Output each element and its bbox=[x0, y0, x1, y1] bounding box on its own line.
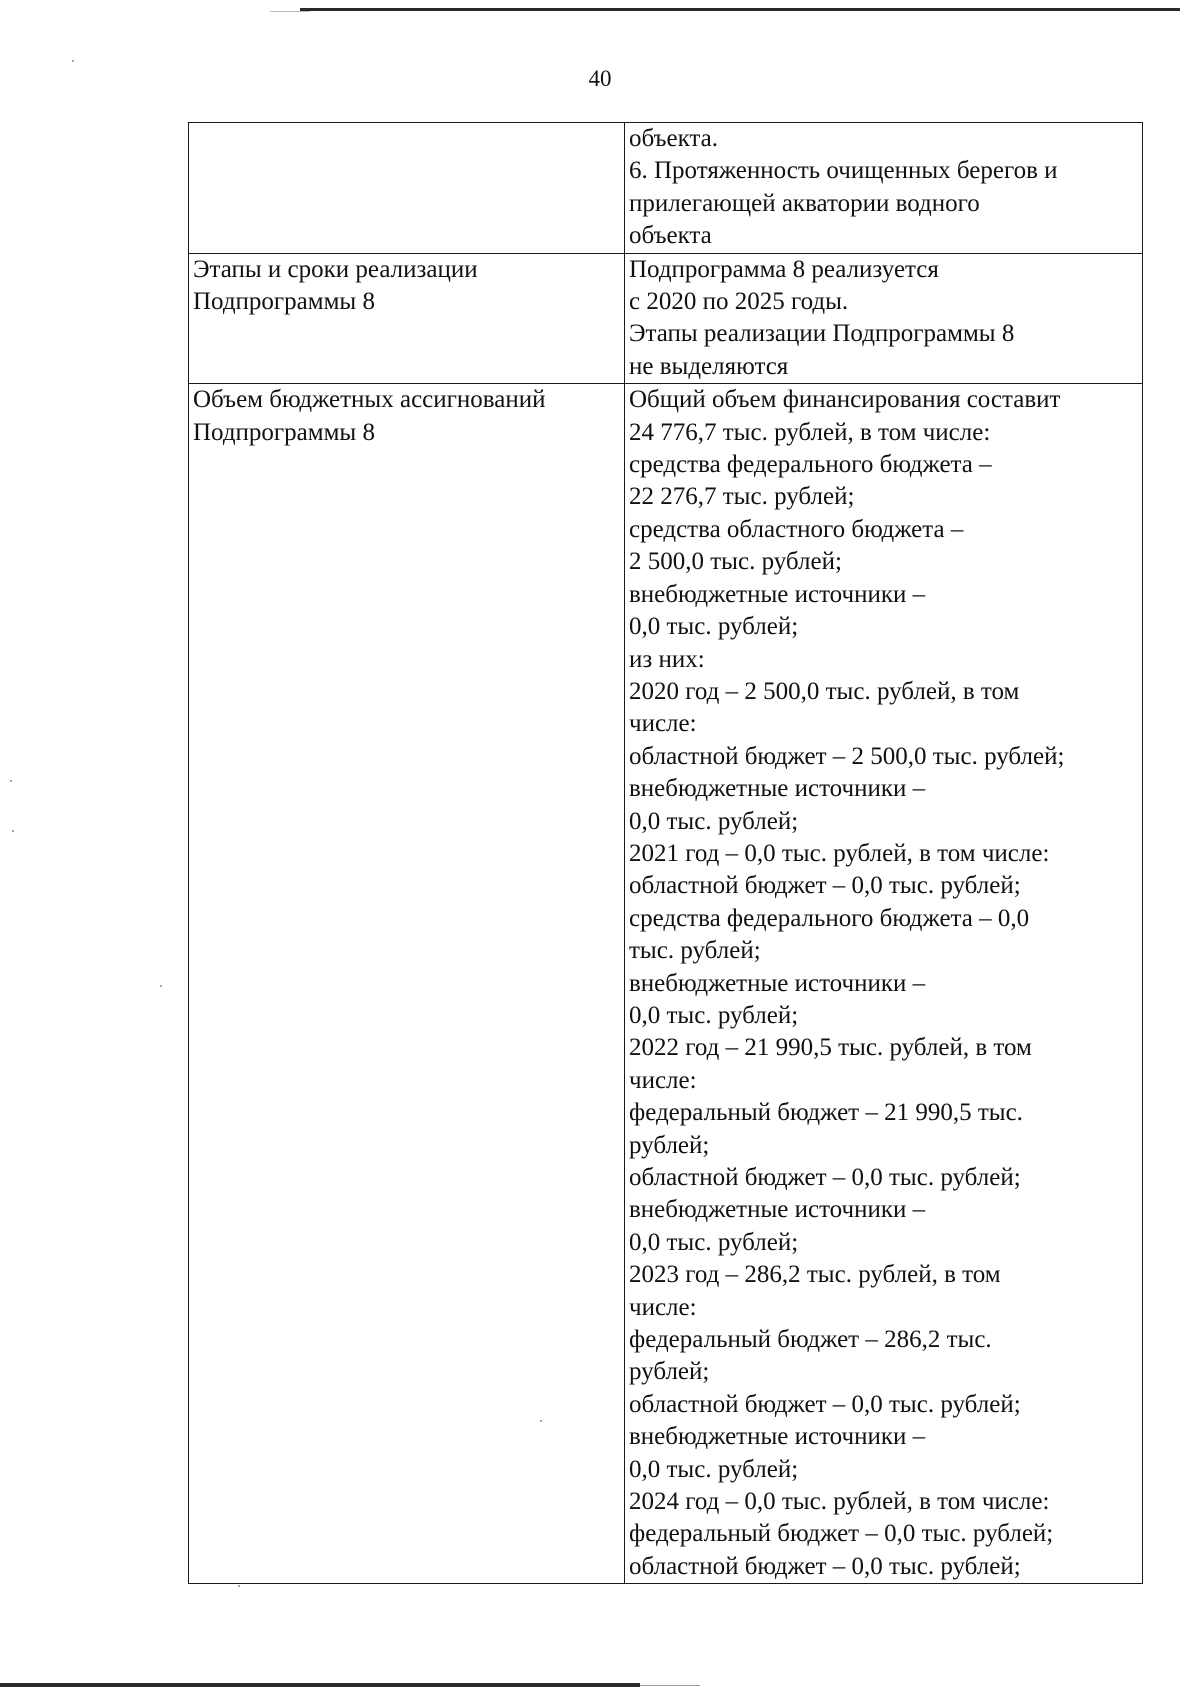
value-line: федеральный бюджет – 286,2 тыс. bbox=[629, 1326, 992, 1354]
scan-edge-line-bottom bbox=[0, 1683, 640, 1687]
scan-edge-line-bottom-thin bbox=[640, 1685, 700, 1686]
value-line: рублей; bbox=[629, 1358, 710, 1386]
value-line: 22 276,7 тыс. рублей; bbox=[629, 483, 855, 511]
value-line: 24 776,7 тыс. рублей, в том числе: bbox=[629, 418, 991, 446]
label-line: Подпрограммы 8 bbox=[193, 288, 375, 316]
value-line: областной бюджет – 0,0 тыс. рублей; bbox=[629, 872, 1021, 900]
value-line: с 2020 по 2025 годы. bbox=[629, 288, 849, 316]
value-line: 2023 год – 286,2 тыс. рублей, в том bbox=[629, 1261, 1001, 1289]
value-line: федеральный бюджет – 21 990,5 тыс. bbox=[629, 1099, 1023, 1127]
value-line: тыс. рублей; bbox=[629, 937, 761, 965]
value-line: числе: bbox=[629, 710, 697, 738]
row-label-cell bbox=[189, 123, 625, 254]
value-line: областной бюджет – 0,0 тыс. рублей; bbox=[629, 1390, 1021, 1418]
passport-table bbox=[188, 122, 1143, 1584]
table-row bbox=[189, 384, 1143, 1584]
value-line: 0,0 тыс. рублей; bbox=[629, 613, 799, 641]
value-line: Общий объем финансирования составит bbox=[629, 386, 1061, 414]
row-label-cell bbox=[189, 253, 625, 384]
scan-speck bbox=[12, 830, 14, 832]
value-line: 2022 год – 21 990,5 тыс. рублей, в том bbox=[629, 1034, 1032, 1062]
value-line: внебюджетные источники – bbox=[629, 1196, 926, 1224]
value-line: 2 500,0 тыс. рублей; bbox=[629, 548, 842, 576]
page-number: 40 bbox=[588, 66, 612, 91]
value-line: объекта bbox=[629, 222, 712, 250]
value-line: числе: bbox=[629, 1066, 697, 1094]
value-line: 2020 год – 2 500,0 тыс. рублей, в том bbox=[629, 677, 1020, 705]
value-line: 6. Протяженность очищенных берегов и bbox=[629, 157, 1058, 185]
scan-speck bbox=[238, 1585, 240, 1587]
value-line: федеральный бюджет – 0,0 тыс. рублей; bbox=[629, 1520, 1054, 1548]
value-line: 2024 год – 0,0 тыс. рублей, в том числе: bbox=[629, 1488, 1050, 1516]
value-line: 0,0 тыс. рублей; bbox=[629, 807, 799, 835]
label-line: Объем бюджетных ассигнований bbox=[193, 386, 546, 414]
value-line: областной бюджет – 0,0 тыс. рублей; bbox=[629, 1552, 1021, 1580]
value-line: из них: bbox=[629, 645, 705, 673]
value-line: 0,0 тыс. рублей; bbox=[629, 1228, 799, 1256]
value-line: Этапы реализации Подпрограммы 8 bbox=[629, 320, 1015, 348]
value-line: средства федерального бюджета – 0,0 bbox=[629, 904, 1030, 932]
value-line: внебюджетные источники – bbox=[629, 775, 926, 803]
value-line: 0,0 тыс. рублей; bbox=[629, 1455, 799, 1483]
value-line: средства федерального бюджета – bbox=[629, 451, 992, 479]
value-line: внебюджетные источники – bbox=[629, 969, 926, 997]
value-line: внебюджетные источники – bbox=[629, 1423, 926, 1451]
row-value-cell bbox=[625, 123, 1143, 254]
value-line: объекта. bbox=[629, 125, 719, 152]
label-line: Этапы и сроки реализации bbox=[193, 255, 478, 283]
label-line: Подпрограммы 8 bbox=[193, 418, 375, 446]
row-label-cell bbox=[189, 384, 625, 1584]
value-line: областной бюджет – 0,0 тыс. рублей; bbox=[629, 1164, 1021, 1191]
row-value-cell bbox=[625, 384, 1143, 1584]
scan-speck bbox=[10, 780, 12, 782]
value-line: 0,0 тыс. рублей; bbox=[629, 1001, 799, 1029]
value-line: внебюджетные источники – bbox=[629, 580, 926, 608]
scan-edge-line-top-thin bbox=[270, 11, 310, 12]
table-row bbox=[189, 253, 1143, 384]
table-row bbox=[189, 123, 1143, 254]
scan-edge-line-top bbox=[300, 8, 1180, 11]
value-line: не выделяются bbox=[629, 352, 789, 380]
value-line: 2021 год – 0,0 тыс. рублей, в том числе: bbox=[629, 839, 1050, 867]
scan-speck bbox=[160, 985, 162, 987]
value-line: средства областного бюджета – bbox=[629, 515, 964, 543]
scan-speck bbox=[72, 60, 74, 62]
value-line: числе: bbox=[629, 1293, 697, 1321]
value-line: прилегающей акватории водного bbox=[629, 189, 980, 217]
value-line: областной бюджет – 2 500,0 тыс. рублей; bbox=[629, 742, 1065, 770]
value-line: Подпрограмма 8 реализуется bbox=[629, 255, 939, 283]
row-value-cell bbox=[625, 253, 1143, 384]
value-line: рублей; bbox=[629, 1131, 710, 1159]
